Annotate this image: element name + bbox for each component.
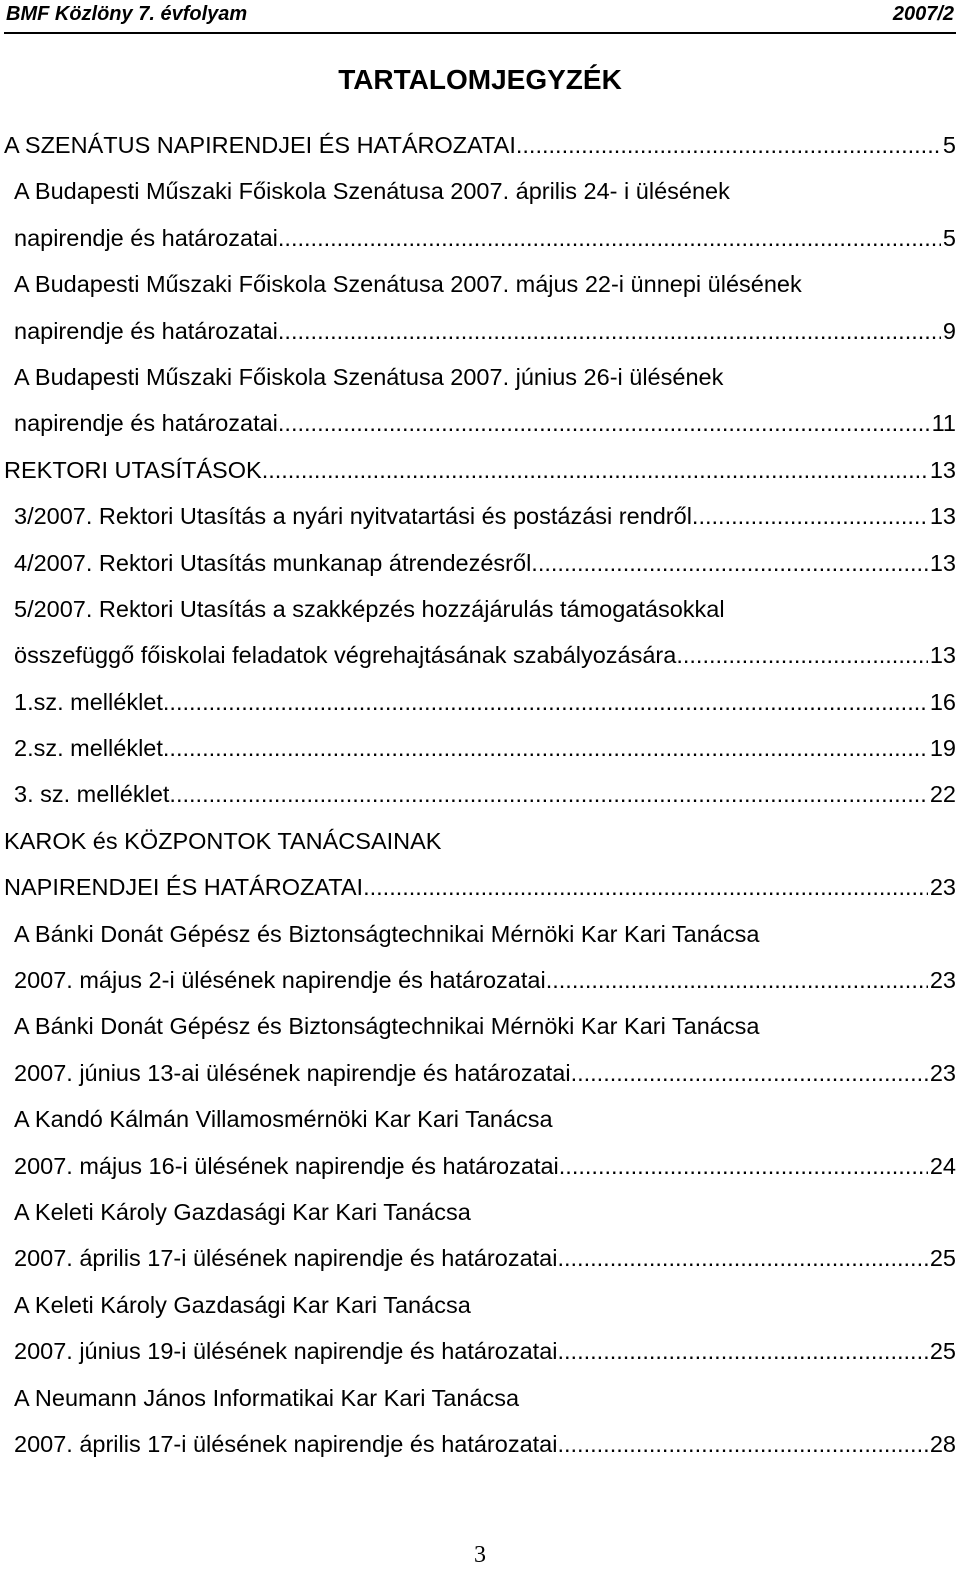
toc-entry[interactable]	[0, 1419, 960, 1465]
toc-page-number: 11	[931, 410, 956, 437]
toc-page-number: 25	[929, 1245, 956, 1272]
toc-entry-text: 2007. június 19-i ülésének napirendje és határozatai	[14, 1338, 558, 1365]
toc-page-number: 13	[929, 549, 956, 576]
toc-entry-continuation	[0, 1280, 960, 1326]
dot-leader	[557, 1233, 927, 1279]
toc-page-number: 13	[929, 456, 956, 483]
dot-leader	[557, 1326, 927, 1372]
page-number: 3	[474, 1542, 486, 1568]
dot-leader	[676, 630, 928, 676]
dot-leader	[163, 677, 928, 723]
toc-entry[interactable]	[0, 491, 960, 537]
dot-leader	[163, 723, 928, 769]
toc-page-number: 22	[929, 781, 956, 808]
toc-entry[interactable]	[0, 445, 960, 491]
toc-entry-continuation	[0, 909, 960, 955]
toc-entry-text: napirendje és határozatai	[14, 224, 278, 251]
toc-entry-text: 2007. május 2-i ülésének napirendje és határozatai	[14, 967, 546, 994]
toc-entry-text: A Keleti Károly Gazdasági Kar Kari Tanácsa	[14, 1198, 471, 1225]
toc-entry-text: A Bánki Donát Gépész és Biztonságtechnikai Mérnöki Kar Kari Tanácsa	[14, 1013, 760, 1040]
toc-entry-text: REKTORI UTASÍTÁSOK	[4, 456, 262, 483]
toc-entry-text: 5/2007. Rektori Utasítás a szakképzés hozzájárulás támogatásokkal	[14, 595, 725, 622]
dot-leader	[278, 306, 941, 352]
toc-entry[interactable]	[0, 120, 960, 166]
toc-page-number: 28	[929, 1430, 956, 1457]
toc-page-number: 5	[942, 224, 956, 251]
toc-entry-text: A Kandó Kálmán Villamosmérnöki Kar Kari Tanácsa	[14, 1106, 553, 1133]
toc-entry-text: A Bánki Donát Gépész és Biztonságtechnikai Mérnöki Kar Kari Tanácsa	[14, 920, 760, 947]
toc-entry-continuation	[0, 1373, 960, 1419]
toc-entry[interactable]	[0, 862, 960, 908]
toc-entry-text: 2007. április 17-i ülésének napirendje és határozatai	[14, 1430, 558, 1457]
table-of-contents	[0, 120, 960, 1465]
toc-page-number: 13	[929, 642, 956, 669]
toc-page-number: 16	[929, 688, 956, 715]
dot-leader	[531, 538, 928, 584]
dot-leader	[692, 491, 928, 537]
toc-page-number: 24	[929, 1152, 956, 1179]
toc-entry-text: 2007. június 13-ai ülésének napirendje és határozatai	[14, 1059, 571, 1086]
dot-leader	[516, 120, 941, 166]
dot-leader	[557, 1419, 927, 1465]
dot-leader	[262, 445, 928, 491]
toc-entry-text: 3/2007. Rektori Utasítás a nyári nyitvatartási és postázási rendről	[14, 503, 692, 530]
toc-entry[interactable]	[0, 769, 960, 815]
toc-entry-text: A SZENÁTUS NAPIRENDJEI ÉS HATÁROZATAI	[4, 132, 516, 158]
toc-entry[interactable]	[0, 538, 960, 584]
toc-entry-text: 2.sz. melléklet	[14, 735, 163, 762]
toc-entry[interactable]	[0, 306, 960, 352]
toc-entry-text: 1.sz. melléklet	[14, 688, 163, 715]
toc-page-number: 25	[929, 1338, 956, 1365]
toc-page-number: 19	[929, 735, 956, 762]
toc-entry[interactable]	[0, 398, 960, 444]
toc-entry[interactable]	[0, 1048, 960, 1094]
toc-entry-continuation	[0, 166, 960, 212]
toc-entry-text: NAPIRENDJEI ÉS HATÁROZATAI	[4, 874, 364, 901]
toc-entry-text: A Neumann János Informatikai Kar Kari Tanácsa	[14, 1384, 520, 1411]
toc-entry-text: napirendje és határozatai	[14, 410, 278, 437]
toc-entry-text: A Keleti Károly Gazdasági Kar Kari Tanácsa	[14, 1291, 471, 1318]
toc-entry-continuation	[0, 1001, 960, 1047]
dot-leader	[559, 1141, 928, 1187]
toc-entry[interactable]	[0, 213, 960, 259]
toc-page-number: 23	[929, 1059, 956, 1086]
toc-entry-text: napirendje és határozatai	[14, 317, 278, 344]
toc-page-number: 5	[942, 132, 956, 158]
toc-entry-text: 2007. április 17-i ülésének napirendje és határozatai	[14, 1245, 558, 1272]
toc-entry-continuation	[0, 352, 960, 398]
toc-entry-continuation	[0, 584, 960, 630]
toc-page-number: 23	[929, 874, 956, 901]
toc-entry[interactable]	[0, 723, 960, 769]
toc-entry[interactable]	[0, 1141, 960, 1187]
toc-entry-continuation	[0, 259, 960, 305]
toc-entry-text: 4/2007. Rektori Utasítás munkanap átrendezésről	[14, 549, 532, 576]
toc-page-number: 23	[929, 967, 956, 994]
dot-leader	[169, 769, 927, 815]
dot-leader	[363, 862, 928, 908]
toc-entry-continuation	[0, 1094, 960, 1140]
dot-leader	[278, 213, 941, 259]
page-footer	[0, 1540, 960, 1570]
toc-entry-text: 3. sz. melléklet	[14, 781, 170, 808]
toc-title-text: TARTALOMJEGYZÉK	[338, 64, 622, 95]
toc-entry-text: A Budapesti Műszaki Főiskola Szenátusa 2007. május 22-i ünnepi ülésének	[14, 271, 802, 298]
dot-leader	[571, 1048, 928, 1094]
toc-entry[interactable]	[0, 630, 960, 676]
dot-leader	[546, 955, 928, 1001]
toc-entry-continuation	[0, 816, 960, 862]
toc-entry-continuation	[0, 1187, 960, 1233]
toc-entry-text: összefüggő főiskolai feladatok végrehajtásának szabályozására	[14, 642, 677, 669]
issue-number: 2007/2	[892, 3, 954, 25]
toc-title	[0, 62, 960, 98]
toc-page-number: 13	[929, 503, 956, 530]
toc-entry[interactable]	[0, 677, 960, 723]
toc-entry-text: KAROK és KÖZPONTOK TANÁCSAINAK	[4, 827, 442, 854]
dot-leader	[278, 398, 930, 444]
toc-entry[interactable]	[0, 1233, 960, 1279]
journal-name: BMF Közlöny 7. évfolyam	[6, 3, 248, 25]
toc-entry-text: 2007. május 16-i ülésének napirendje és határozatai	[14, 1152, 559, 1179]
toc-entry-text: A Budapesti Műszaki Főiskola Szenátusa 2007. április 24- i ülésének	[14, 178, 730, 205]
toc-entry[interactable]	[0, 955, 960, 1001]
toc-entry[interactable]	[0, 1326, 960, 1372]
running-header	[4, 0, 956, 34]
toc-entry-text: A Budapesti Műszaki Főiskola Szenátusa 2007. június 26-i ülésének	[14, 363, 724, 390]
toc-page-number: 9	[942, 317, 956, 344]
